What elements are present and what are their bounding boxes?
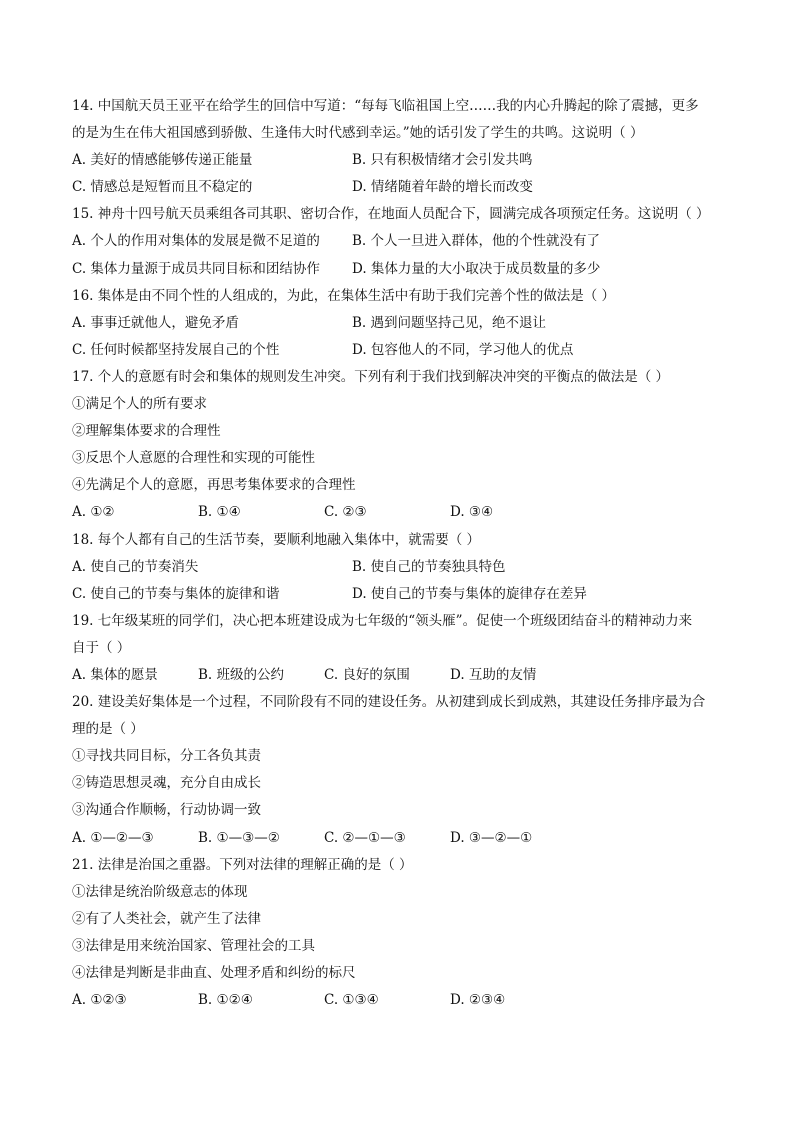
- question-block: [72, 527, 724, 608]
- question-block: [72, 608, 724, 689]
- question-block: [72, 689, 724, 852]
- answer-option[interactable]: B. ①—③—②: [198, 829, 280, 846]
- answer-option[interactable]: B. 个人一旦进入群体，他的个性就没有了: [352, 233, 601, 250]
- answer-option[interactable]: D. 集体力量的大小取决于成员数量的多少: [352, 260, 601, 277]
- question-stem: 17. 个人的意愿有时会和集体的规则发生冲突。下列有利于我们找到解决冲突的平衡点的做法是（ ）: [72, 368, 670, 385]
- answer-option[interactable]: A. 个人的作用对集体的发展是微不足道的: [72, 233, 320, 250]
- question-line: ④法律是判断是非曲直、处理矛盾和纠纷的标尺: [72, 965, 356, 981]
- answer-option[interactable]: B. ①④: [198, 504, 241, 521]
- answer-option[interactable]: A. 美好的情感能够传递正能量: [72, 152, 253, 169]
- question-line: ③沟通合作顺畅，行动协调一致: [72, 802, 261, 819]
- answer-option[interactable]: B. 班级的公约: [198, 666, 285, 683]
- answer-option[interactable]: B. 遇到问题坚持己见，绝不退让: [352, 314, 547, 331]
- answer-option[interactable]: A. 使自己的节奏消失: [72, 558, 199, 575]
- answer-option[interactable]: C. 集体力量源于成员共同目标和团结协作: [72, 260, 320, 277]
- answer-option[interactable]: C. 使自己的节奏与集体的旋律和谐: [72, 585, 280, 602]
- answer-option[interactable]: C. 任何时候都坚持发展自己的个性: [72, 341, 280, 358]
- question-line: ②有了人类社会，就产生了法律: [72, 910, 261, 927]
- question-line: ③法律是用来统治国家、管理社会的工具: [72, 937, 315, 954]
- option-row: [72, 310, 724, 337]
- answer-option[interactable]: D. 包容他人的不同，学习他人的优点: [352, 341, 574, 358]
- option-row: [72, 499, 724, 526]
- answer-option[interactable]: D. ③④: [450, 504, 494, 521]
- option-row: [72, 581, 724, 608]
- question-block: [72, 93, 724, 201]
- question-stem: 16. 集体是由不同个性的人组成的，为此，在集体生活中有助于我们完善个性的做法是（ ）: [72, 287, 616, 304]
- answer-option[interactable]: C. ②—①—③: [324, 829, 406, 846]
- option-row: [72, 662, 724, 689]
- question-block: [72, 201, 724, 282]
- option-row: [72, 228, 724, 255]
- answer-option[interactable]: A. ①—②—③: [72, 829, 154, 846]
- question-stem: 15. 神舟十四号航天员乘组各司其职、密切合作，在地面人员配合下，圆满完成各项预定任务。这说明（ ）: [72, 206, 710, 223]
- answer-option[interactable]: C. 良好的氛围: [324, 666, 410, 683]
- question-line: 理的是（ ）: [72, 721, 144, 738]
- answer-option[interactable]: A. 集体的愿景: [72, 666, 158, 683]
- answer-option[interactable]: B. 只有积极情绪才会引发共鸣: [352, 152, 533, 169]
- option-row: [72, 256, 724, 283]
- question-line: 自于（ ）: [72, 639, 131, 656]
- question-block: [72, 852, 724, 1015]
- question-list: [72, 93, 724, 1014]
- answer-option[interactable]: B. ①②④: [198, 992, 253, 1009]
- answer-option[interactable]: D. ③—②—①: [450, 829, 533, 846]
- option-row: [72, 987, 724, 1014]
- question-stem: 21. 法律是治国之重器。下列对法律的理解正确的是（ ）: [72, 856, 413, 873]
- question-line: ①满足个人的所有要求: [72, 396, 207, 413]
- answer-option[interactable]: D. 使自己的节奏与集体的旋律存在差异: [352, 585, 587, 602]
- answer-option[interactable]: C. 情感总是短暂而且不稳定的: [72, 179, 253, 196]
- question-line: ②理解集体要求的合理性: [72, 423, 221, 440]
- question-line: 的是为生在伟大祖国感到骄傲、生逢伟大时代感到幸运。”她的话引发了学生的共鸣。这说明（ ）: [72, 125, 644, 142]
- option-row: [72, 554, 724, 581]
- answer-option[interactable]: C. ①③④: [324, 992, 379, 1009]
- question-stem: 19. 七年级某班的同学们，决心把本班建设成为七年级的“领头雁”。促使一个班级团结奋斗的精神动力来: [72, 612, 693, 629]
- question-stem: 14. 中国航天员王亚平在给学生的回信中写道：“每每飞临祖国上空……我的内心升腾起的除了震撼，更多: [72, 98, 699, 114]
- question-stem: 18. 每个人都有自己的生活节奏，要顺利地融入集体中，就需要（ ）: [72, 531, 481, 548]
- question-line: ②铸造思想灵魂，充分自由成长: [72, 775, 261, 792]
- question-block: [72, 364, 724, 527]
- answer-option[interactable]: A. ①②: [72, 504, 115, 521]
- answer-option[interactable]: C. ②③: [324, 504, 367, 521]
- answer-option[interactable]: B. 使自己的节奏独具特色: [352, 558, 506, 575]
- option-row: [72, 825, 724, 852]
- answer-option[interactable]: A. ①②③: [72, 992, 127, 1009]
- question-stem: 20. 建设美好集体是一个过程，不同阶段有不同的建设任务。从初建到成长到成熟，其建设任务排序最为合: [72, 694, 706, 711]
- question-line: ①法律是统治阶级意志的体现: [72, 883, 248, 900]
- answer-option[interactable]: A. 事事迁就他人，避免矛盾: [72, 314, 239, 331]
- question-line: ③反思个人意愿的合理性和实现的可能性: [72, 450, 315, 467]
- question-line: ④先满足个人的意愿，再思考集体要求的合理性: [72, 477, 356, 494]
- option-row: [72, 174, 724, 201]
- answer-option[interactable]: D. 互助的友情: [450, 666, 537, 683]
- question-line: ①寻找共同目标，分工各负其责: [72, 748, 261, 765]
- option-row: [72, 337, 724, 364]
- answer-option[interactable]: D. 情绪随着年龄的增长而改变: [352, 179, 533, 196]
- question-block: [72, 283, 724, 364]
- answer-option[interactable]: D. ②③④: [450, 992, 506, 1009]
- option-row: [72, 147, 724, 174]
